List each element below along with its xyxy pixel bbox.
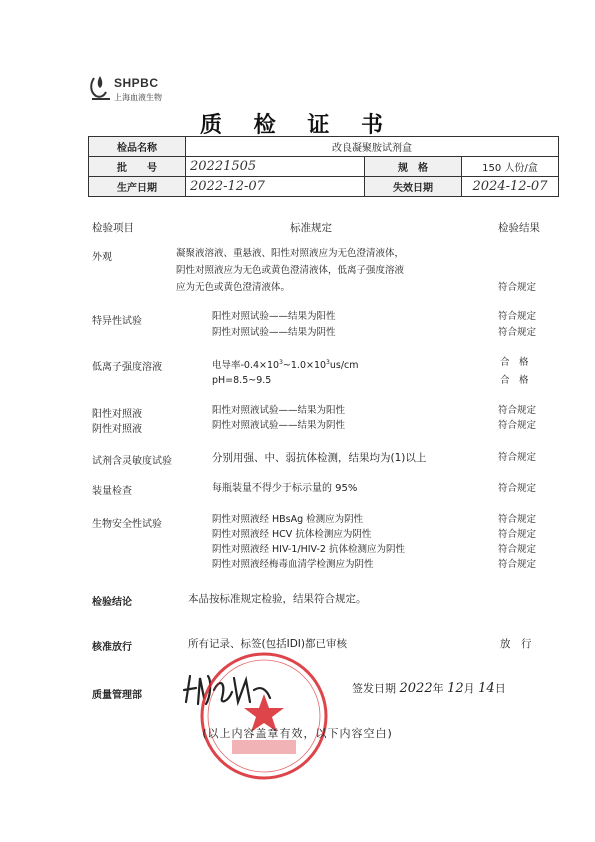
biosafety-result-4: 符合规定	[498, 559, 537, 570]
appearance-line-3: 应为无色或黄色澄清液体。	[176, 282, 291, 293]
specificity-result-2: 符合规定	[498, 327, 537, 338]
issue-date-year: 2022	[399, 681, 433, 696]
release-line: 所有记录、标签(包括IDI)都已审核	[188, 638, 347, 650]
specificity-line-1: 阳性对照试验——结果为阳性	[212, 311, 336, 322]
biosafety-line-4: 阴性对照液经梅毒血清学检测应为阴性	[212, 559, 374, 570]
issue-date-label: 签发日期	[352, 682, 396, 695]
production-date-value: 2022-12-07	[186, 177, 365, 197]
controls-line-1: 阳性对照液试验——结果为阳性	[212, 405, 346, 416]
header-result: 检验结果	[498, 222, 540, 234]
company-logo	[88, 72, 183, 106]
product-name-value: 改良凝聚胺试剂盒	[186, 137, 559, 157]
sensitivity-result: 符合规定	[498, 452, 537, 463]
liss-conductivity	[212, 356, 359, 373]
release-result: 放 行	[500, 638, 532, 650]
controls-line-2: 阴性对照液试验——结果为阴性	[212, 420, 346, 431]
liss-label: 低离子强度溶液	[92, 362, 162, 373]
header-standard: 标准规定	[290, 222, 332, 234]
issue-date-day-unit: 日	[494, 682, 506, 695]
biosafety-result-2: 符合规定	[498, 529, 537, 540]
controls-result-2: 符合规定	[498, 420, 537, 431]
issue-date-year-unit: 年	[432, 682, 444, 695]
page-title: 质 检 证 书	[200, 112, 395, 138]
controls-result-1: 符合规定	[498, 405, 537, 416]
liss-exponent-2: 3	[326, 359, 330, 366]
filling-line: 每瓶装量不得少于标示量的 95%	[212, 483, 358, 494]
issue-date-month: 12	[447, 681, 464, 696]
biosafety-result-3: 符合规定	[498, 544, 537, 555]
liss-exponent-1: 3	[279, 359, 283, 366]
logo-text-en: SHPBC	[114, 76, 159, 90]
appearance-line-2: 阴性对照液应为无色或黄色澄清液体，低离子强度溶液	[176, 265, 405, 276]
official-red-stamp	[198, 650, 330, 782]
biosafety-result-1: 符合规定	[498, 514, 537, 525]
appearance-label: 外观	[92, 252, 112, 263]
production-date-label: 生产日期	[89, 177, 186, 197]
batch-value: 20221505	[186, 157, 365, 177]
liss-conductivity-unit: us/cm	[329, 360, 359, 372]
specificity-line-2: 阴性对照试验——结果为阴性	[212, 327, 336, 338]
specificity-label: 特异性试验	[92, 316, 142, 327]
expiry-date-value: 2024-12-07	[462, 177, 559, 197]
product-name-label: 检品名称	[89, 137, 186, 157]
header-item: 检验项目	[92, 222, 134, 234]
spec-value: 150 人份/盒	[462, 157, 559, 177]
filling-label: 装量检查	[92, 486, 132, 497]
liss-conductivity-mid: ~1.0×10	[282, 360, 327, 372]
issue-date-day: 14	[478, 681, 495, 696]
filling-result: 符合规定	[498, 483, 537, 494]
logo-text-cn: 上海血液生物	[114, 93, 162, 102]
conclusion-label: 检验结论	[92, 597, 132, 608]
negative-control-label: 阴性对照液	[92, 424, 142, 435]
qm-label: 质量管理部	[92, 690, 142, 701]
spec-label: 规 格	[365, 157, 462, 177]
expiry-date-label: 失效日期	[365, 177, 462, 197]
footer-note: (以上内容盖章有效，以下内容空白)	[202, 727, 393, 740]
biosafety-line-3: 阴性对照液经 HIV-1/HIV-2 抗体检测应为阴性	[212, 544, 405, 555]
issue-date	[352, 680, 506, 698]
liss-result-1: 合 格	[500, 357, 529, 368]
product-info-table	[88, 136, 559, 197]
batch-label: 批 号	[89, 157, 186, 177]
conclusion-line: 本品按标准规定检验，结果符合规定。	[188, 593, 367, 605]
biosafety-line-1: 阴性对照液经 HBsAg 检测应为阴性	[212, 514, 364, 525]
issue-date-month-unit: 月	[463, 682, 475, 695]
sensitivity-label: 试剂含灵敏度试验	[92, 456, 172, 467]
biosafety-label: 生物安全性试验	[92, 519, 162, 530]
droplet-logo-icon	[88, 74, 112, 102]
appearance-line-1: 凝聚液溶液、重悬液、阳性对照液应为无色澄清液体，	[176, 248, 405, 259]
liss-conductivity-prefix: 电导率-0.4×10	[212, 360, 280, 372]
biosafety-line-2: 阴性对照液经 HCV 抗体检测应为阴性	[212, 529, 372, 540]
appearance-result: 符合规定	[498, 282, 537, 293]
sensitivity-line: 分别用强、中、弱抗体检测，结果均为(1)以上	[212, 452, 427, 464]
liss-result-2: 合 格	[500, 375, 529, 386]
release-label: 核准放行	[92, 642, 132, 653]
liss-ph: pH=8.5~9.5	[212, 375, 272, 386]
positive-control-label: 阳性对照液	[92, 409, 142, 420]
specificity-result-1: 符合规定	[498, 311, 537, 322]
